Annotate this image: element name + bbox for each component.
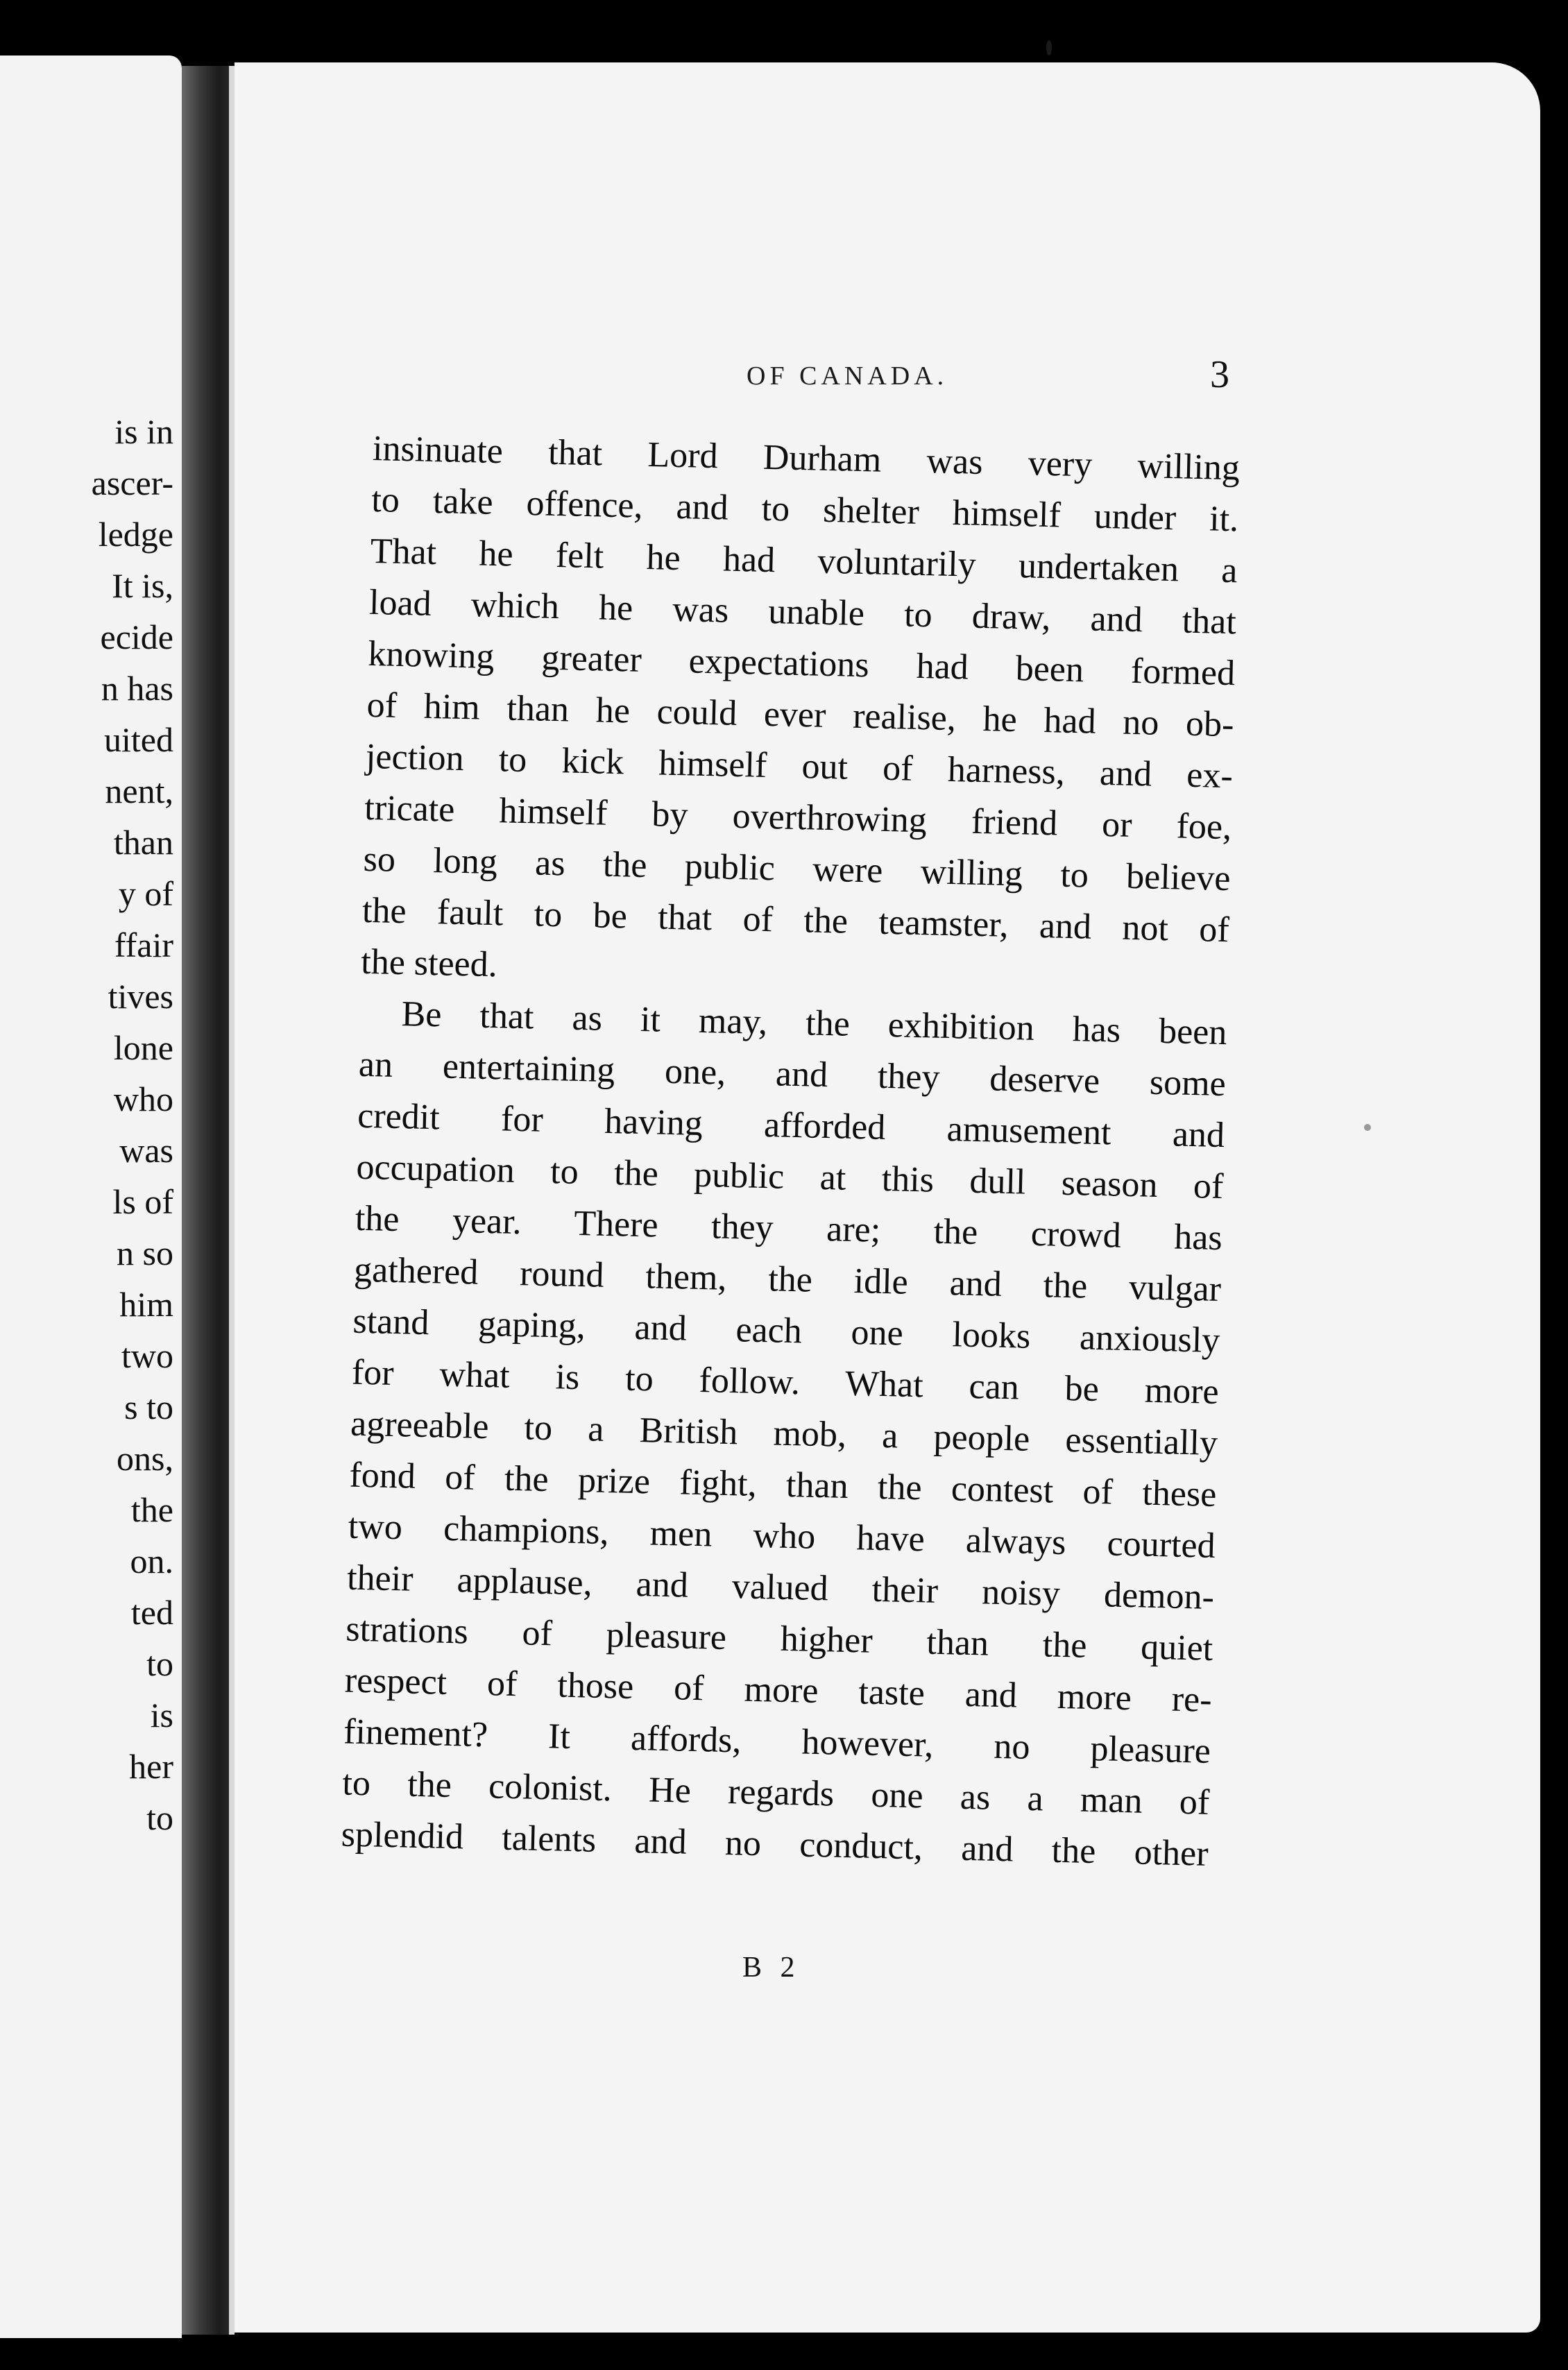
left-facing-page [0,56,182,2338]
text-line: insinuate that Lord Durham was very willing [372,428,1241,488]
right-page [235,62,1540,2333]
left-line: ffair [114,926,173,964]
text-line: the year. There they are; the crowd has [355,1198,1223,1259]
text-line: for what is to follow. What can be more [351,1352,1220,1412]
page-number: 3 [1210,353,1229,396]
left-line: s to [124,1388,173,1426]
left-line: ted [130,1593,173,1632]
text-line: occupation to the public at this dull season of [356,1147,1224,1207]
left-line: to [146,1798,173,1837]
text-line: credit for having afforded amusement and [357,1096,1225,1156]
left-line: uited [104,720,173,759]
left-line: n so [117,1234,173,1272]
text-line: tricate himself by overthrowing friend or foe, [364,787,1232,848]
text-line: to take offence, and to shelter himself under it. [370,479,1239,540]
left-line: nent, [105,771,173,810]
left-page-text-fragments [0,406,173,1843]
text-line: so long as the public were willing to believe [363,839,1232,899]
left-line: ascer- [91,463,173,502]
text-line: splendid talents and no conduct, and the other [341,1814,1209,1874]
text-line: agreeable to a British mob, a people essentially [350,1404,1218,1463]
text-line: That he felt he had voluntarily undertaken a [370,531,1238,591]
left-line: tives [108,977,173,1016]
text-line: load which he was unable to draw, and that [368,582,1237,642]
left-line: ledge [98,515,173,554]
book-gutter-shadow [182,66,235,2335]
text-line: respect of those of more taste and more re- [344,1660,1213,1720]
text-line: an entertaining one, and they deserve some [358,1044,1227,1105]
scan-speck [1364,1124,1371,1131]
left-line: lone [113,1028,173,1067]
text-line: strations of pleasure higher than the quiet [345,1609,1213,1669]
left-line: is in [114,412,173,451]
left-line: two [121,1336,173,1375]
page-body-text [341,423,1241,1880]
text-line: the fault to be that of the teamster, and not of [361,890,1230,950]
left-line: It is, [112,566,173,605]
left-line: to [146,1644,173,1683]
text-line: of him than he could ever realise, he had no ob- [366,685,1235,745]
left-line: on. [130,1542,173,1580]
text-line: gathered round them, the idle and the vulgar [353,1250,1222,1310]
text-line: their applause, and valued their noisy demon- [346,1558,1215,1617]
left-line: than [113,823,173,862]
text-line: jection to kick himself out of harness, and ex- [365,736,1234,796]
left-line: y of [118,874,173,913]
text-line: fond of the prize fight, than the contest of these [348,1455,1217,1515]
text-line: finement? It affords, however, no pleasure [343,1712,1211,1771]
running-head: OF CANADA. [747,361,948,391]
page-edge [229,66,235,2335]
signature-mark: B 2 [742,1952,801,1984]
text-line: knowing greater expectations had been formed [367,633,1236,694]
scan-speck [1046,40,1052,56]
left-line: is [150,1696,173,1734]
text-line: two champions, men who have always courted [348,1506,1216,1566]
left-line: ecide [100,617,173,656]
left-line: ls of [112,1182,173,1221]
text-line: stand gaping, and each one looks anxiously [352,1301,1220,1361]
text-line: to the colonist. He regards one as a man of [341,1763,1210,1823]
left-line: was [119,1131,173,1170]
left-line: n has [101,669,173,708]
left-line: her [129,1747,173,1786]
text-line: Be that as it may, the exhibition has been [401,994,1228,1053]
text-line: the steed. [360,941,498,985]
left-line: him [119,1285,173,1324]
left-line: the [130,1490,173,1529]
left-line: ons, [117,1439,173,1478]
left-line: who [113,1080,173,1118]
